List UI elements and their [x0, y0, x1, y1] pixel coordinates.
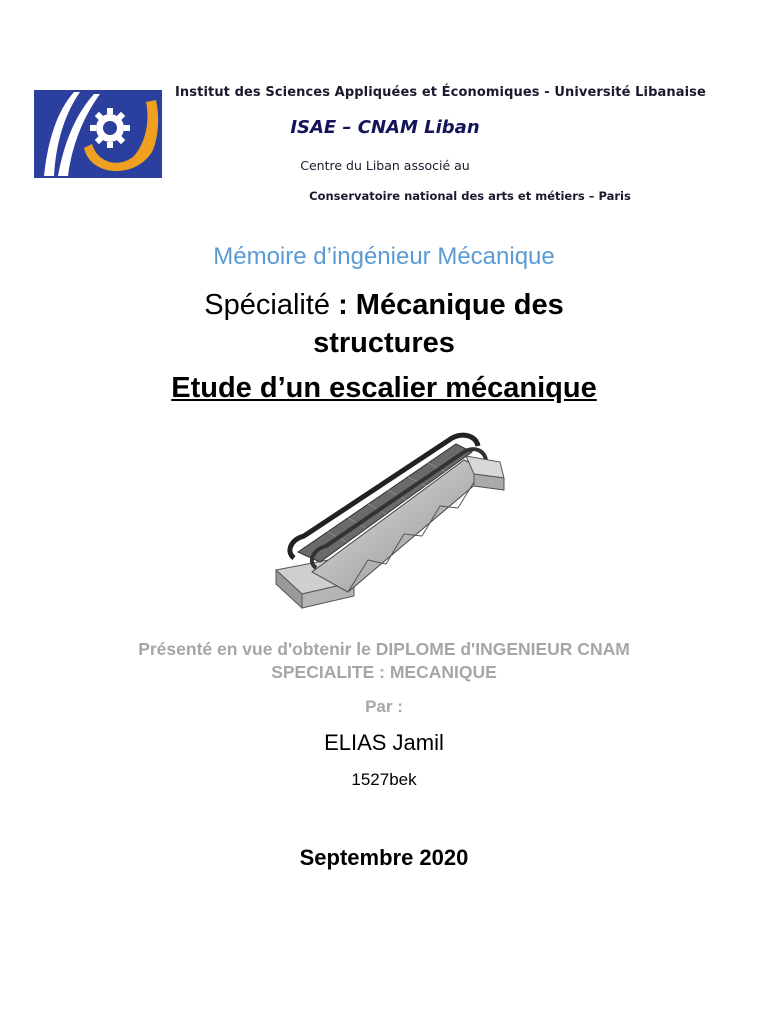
specialite-heading — [0, 286, 768, 362]
specialite-value-line2: structures — [313, 327, 455, 359]
header-isae-cnam: ISAE – CNAM Liban — [290, 117, 480, 138]
header-institute-name: Institut des Sciences Appliquées et Économiques - Université Libanaise — [175, 85, 706, 100]
header-conservatoire-line: Conservatoire national des arts et métiers – Paris — [309, 189, 631, 203]
presentation-text — [0, 638, 768, 684]
header-centre-line: Centre du Liban associé au — [300, 158, 470, 173]
author-name: ELIAS Jamil — [324, 730, 444, 755]
par-label: Par : — [365, 697, 403, 716]
memoire-heading: Mémoire d’ingénieur Mécanique — [213, 243, 555, 270]
escalator-illustration-icon — [268, 432, 508, 612]
isae-cnam-logo-icon — [34, 88, 162, 180]
presentation-line2: SPECIALITE : MECANIQUE — [271, 662, 497, 682]
presentation-line1: Présenté en vue d'obtenir le DIPLOME d'INGENIEUR CNAM — [138, 639, 630, 659]
specialite-label: Spécialité — [204, 289, 331, 321]
document-title: Etude d’un escalier mécanique — [171, 372, 597, 404]
specialite-value-line1: : Mécanique des — [338, 289, 564, 321]
document-date: Septembre 2020 — [299, 845, 469, 870]
student-code: 1527bek — [351, 770, 417, 789]
